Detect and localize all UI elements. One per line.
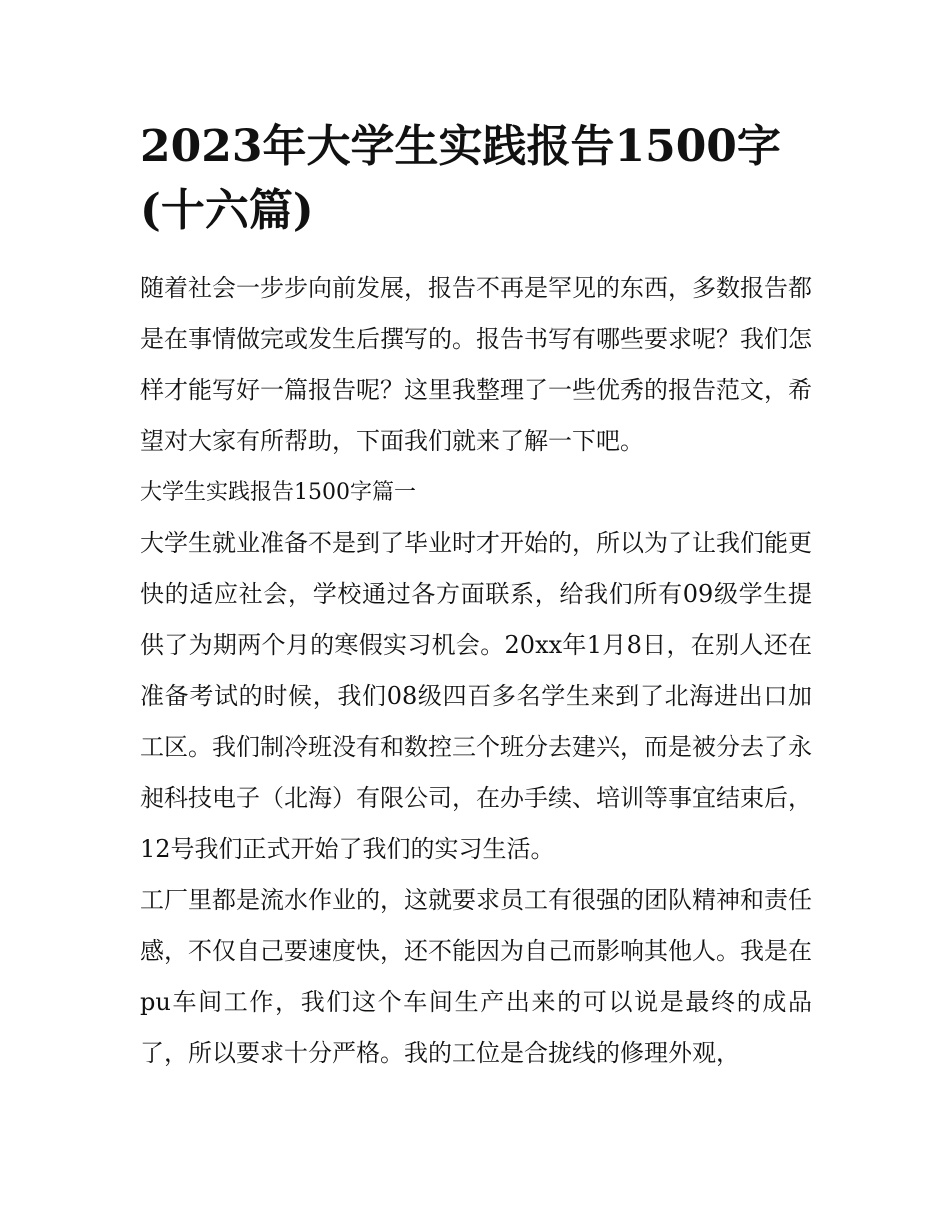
document-title: 2023年大学生实践报告1500字(十六篇) [140,121,781,236]
body-paragraph-2: 工厂里都是流水作业的，这就要求员工有很强的团队精神和责任感，不仅自己要速度快，还不能因为自己而影响其他人。我是在pu车间工作，我们这个车间生产出来的可以说是最终的成品了，所以要求十分严格。我的工位是合拢线的修理外观， [140,886,812,1067]
body-paragraph-1: 大学生就业准备不是到了毕业时才开始的，所以为了让我们能更快的适应社会，学校通过各方面联系，给我们所有09级学生提供了为期两个月的寒假实习机会。20xx年1月8日，在别人还在准备考试的时候，我们08级四百多名学生来到了北海进出口加工区。我们制冷班没有和数控三个班分去建兴，而是被分去了永昶科技电子（北海）有限公司，在办手续、培训等事宜结束后，12号我们正式开始了我们的实习生活。 [140,529,812,863]
document-content [140,115,812,1079]
section-heading: 大学生实践报告1500字篇一 [140,480,416,505]
intro-paragraph: 随着社会一步步向前发展，报告不再是罕见的东西，多数报告都是在事情做完或发生后撰写的。报告书写有哪些要求呢？我们怎样才能写好一篇报告呢？这里我整理了一些优秀的报告范文，希望对大家有所帮助，下面我们就来了解一下吧。 [140,274,812,455]
